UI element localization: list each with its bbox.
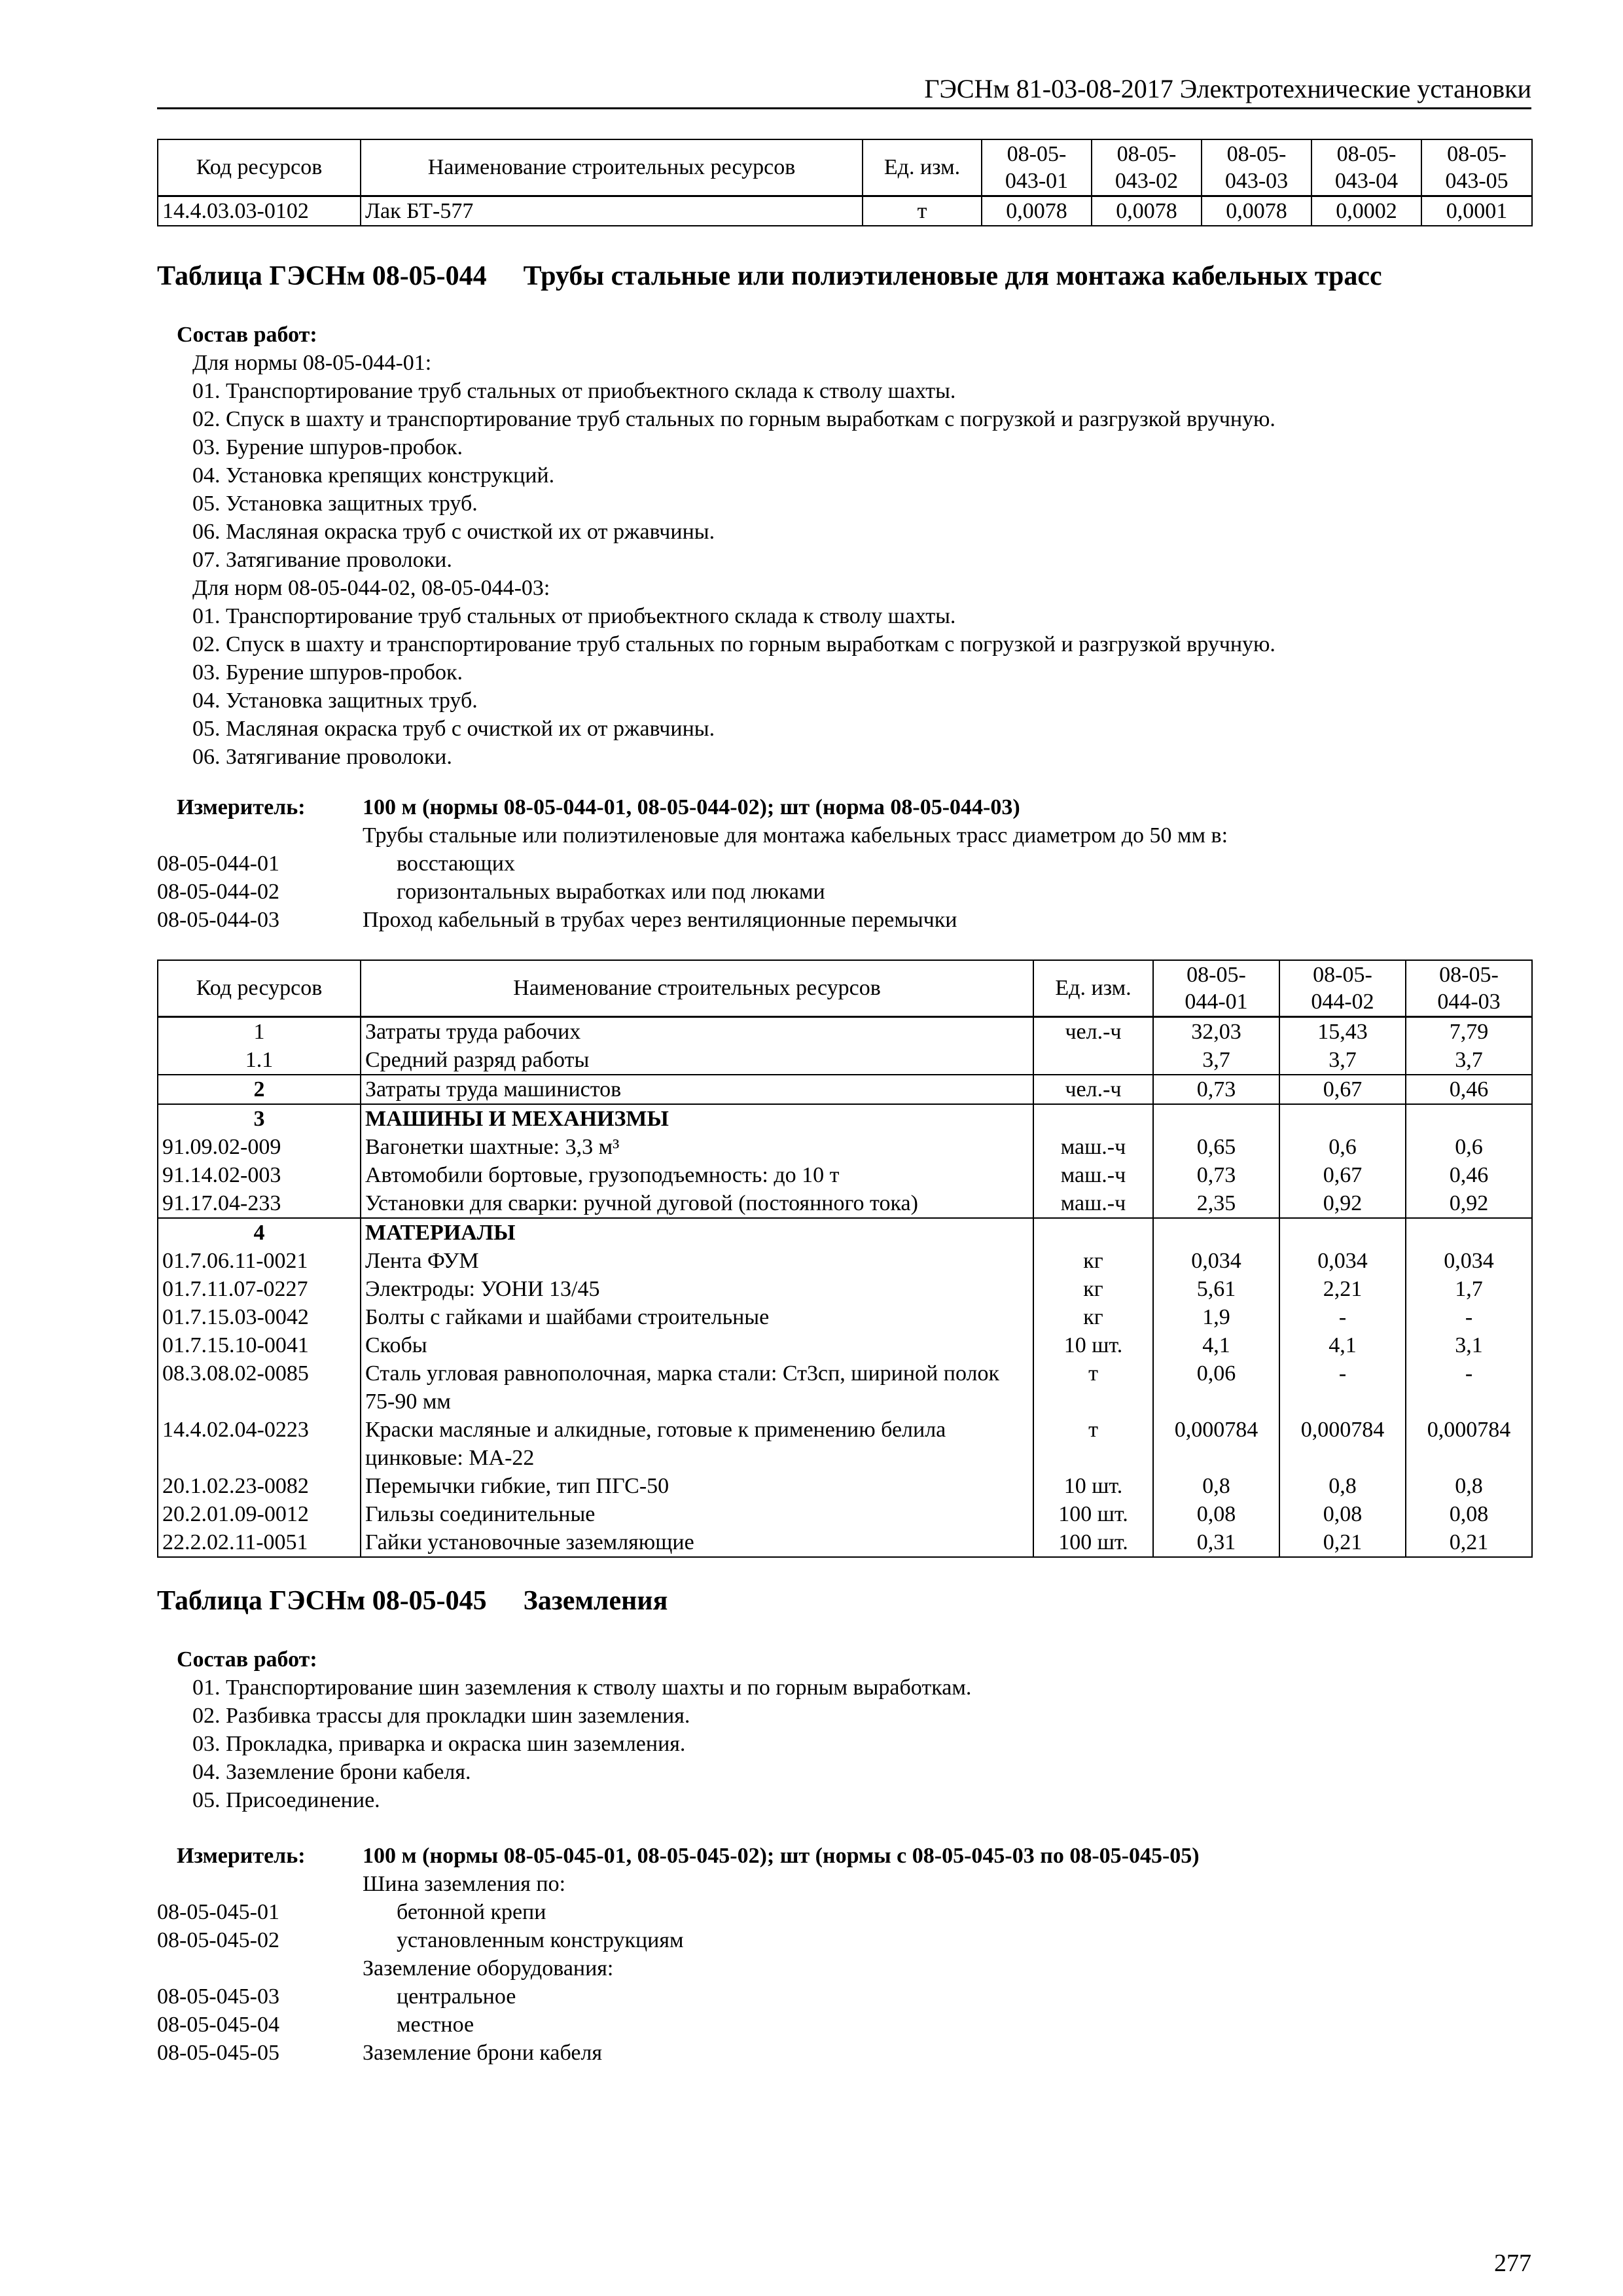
norm-code: 08-05-044-01 [157, 852, 279, 876]
table-row [158, 1359, 1532, 1416]
norm-code: 08-05-045-02 [157, 1928, 279, 1952]
norm-row [157, 906, 1531, 934]
cell-code: 20.1.02.23-0082 [158, 1472, 361, 1500]
norm-row [157, 878, 1531, 906]
work-line: 06. Масляная окраска труб с очисткой их от ржавчины. [192, 520, 715, 544]
norm-code: 08-05-045-05 [157, 2041, 279, 2065]
cell-code: 14.4.03.03-0102 [158, 196, 361, 226]
meter-044 [157, 793, 1531, 934]
norm-row [157, 1982, 1531, 2011]
cell-unit: т [1033, 1359, 1153, 1416]
cell-value: 0,67 [1279, 1075, 1406, 1104]
norm-text: установленным конструкциям [397, 1928, 684, 1952]
cell-value: 0,21 [1279, 1528, 1406, 1557]
cell-code: 20.2.01.09-0012 [158, 1500, 361, 1528]
cell-value: 4,1 [1153, 1331, 1279, 1359]
cell-unit: чел.-ч [1033, 1075, 1153, 1104]
work-line: 01. Транспортирование шин заземления к стволу шахты и по горным выработкам. [192, 1676, 972, 1700]
cell-unit: маш.-ч [1033, 1161, 1153, 1189]
cell-value: 0,8 [1279, 1472, 1406, 1500]
table-row [158, 1247, 1532, 1275]
work-line: 01. Транспортирование труб стальных от приобъектного склада к стволу шахты. [192, 604, 956, 628]
norm-text: горизонтальных выработках или под люками [397, 880, 825, 904]
cell-name: Болты с гайками и шайбами строительные [361, 1303, 1033, 1331]
cell-unit: кг [1033, 1303, 1153, 1331]
table-name: Трубы стальные или полиэтиленовые для монтажа кабельных трасс [523, 261, 1382, 291]
cell-code: 91.14.02-003 [158, 1161, 361, 1189]
cell-code: 1.1 [158, 1046, 361, 1075]
table-row [158, 1189, 1532, 1218]
cell-value: 3,7 [1406, 1046, 1532, 1075]
cell-name: Лента ФУМ [361, 1247, 1033, 1275]
cell-code: 2 [158, 1075, 361, 1104]
work-line: 07. Затягивание проволоки. [192, 548, 452, 572]
section-title-045 [157, 1584, 668, 1618]
cell-unit: 100 шт. [1033, 1528, 1153, 1557]
meter-value: 100 м (нормы 08-05-045-01, 08-05-045-02); шт (нормы с 08-05-045-03 по 08-05-045-05) [363, 1844, 1200, 1868]
cell-value: 0,73 [1153, 1161, 1279, 1189]
norm-code: 08-05-044-03 [157, 908, 279, 932]
cell-name: Средний разряд работы [361, 1046, 1033, 1075]
running-header: ГЭСНм 81-03-08-2017 Электротехнические установки [924, 74, 1531, 103]
cell-code: 1 [158, 1016, 361, 1046]
cell-name: Перемычки гибкие, тип ПГС-50 [361, 1472, 1033, 1500]
cell-value: 0,92 [1406, 1189, 1532, 1218]
cell-value: 0,6 [1279, 1133, 1406, 1161]
cell-name: Гильзы соединительные [361, 1500, 1033, 1528]
table-row [158, 1331, 1532, 1359]
norm-row [157, 1926, 1531, 1954]
table-08-05-044 [157, 960, 1533, 1558]
cell-value: 3,7 [1153, 1046, 1279, 1075]
table-label: Таблица ГЭСНм 08-05-044 [157, 261, 487, 291]
cell-code: 14.4.02.04-0223 [158, 1416, 361, 1472]
cell-value [1406, 1218, 1532, 1247]
norm-row [157, 1898, 1531, 1926]
norm-text: восстающих [397, 852, 515, 876]
group-heading: Заземление оборудования: [363, 1956, 614, 1981]
work-line: 03. Прокладка, приварка и окраска шин заземления. [192, 1732, 686, 1756]
norm-text: Проход кабельный в трубах через вентиляционные перемычки [363, 908, 957, 932]
cell-value: - [1406, 1359, 1532, 1416]
cell-value: 0,21 [1406, 1528, 1532, 1557]
cell-value: 3,7 [1279, 1046, 1406, 1075]
cell-value: 0,46 [1406, 1075, 1532, 1104]
cell-value: 0,0078 [982, 196, 1092, 226]
cell-value: 3,1 [1406, 1331, 1532, 1359]
cell-unit: т [1033, 1416, 1153, 1472]
table-row [158, 1416, 1532, 1472]
cell-code: 91.17.04-233 [158, 1189, 361, 1218]
cell-name: МАТЕРИАЛЫ [361, 1218, 1033, 1247]
cell-unit [1033, 1104, 1153, 1133]
table-row [158, 1104, 1532, 1133]
cell-value: 0,06 [1153, 1359, 1279, 1416]
cell-value: 2,35 [1153, 1189, 1279, 1218]
header-rule [157, 107, 1531, 109]
cell-name: Затраты труда рабочих [361, 1016, 1033, 1046]
meter-label: Измеритель: [177, 1844, 306, 1868]
col-header-code: Код ресурсов [158, 960, 361, 1016]
norm-row [157, 850, 1531, 878]
cell-code: 22.2.02.11-0051 [158, 1528, 361, 1557]
section-title-044 [157, 259, 1382, 293]
col-header-code: Код ресурсов [158, 139, 361, 196]
work-heading: Состав работ: [177, 1647, 317, 1672]
cell-value: 0,08 [1279, 1500, 1406, 1528]
norm-text: бетонной крепи [397, 1900, 546, 1924]
work-line: 01. Транспортирование труб стальных от приобъектного склада к стволу шахты. [192, 379, 956, 403]
meter-label: Измеритель: [177, 795, 306, 819]
table-row [158, 1303, 1532, 1331]
cell-value: 0,73 [1153, 1075, 1279, 1104]
cell-name: Вагонетки шахтные: 3,3 м³ [361, 1133, 1033, 1161]
work-line: 04. Заземление брони кабеля. [192, 1760, 471, 1784]
col-header-norm: 08-05- 044-01 [1153, 960, 1279, 1016]
norm-code: 08-05-044-02 [157, 880, 279, 904]
norm-code: 08-05-045-01 [157, 1900, 279, 1924]
cell-unit: кг [1033, 1275, 1153, 1303]
work-line: 02. Разбивка трассы для прокладки шин заземления. [192, 1704, 690, 1728]
meter-intro-row [157, 821, 1531, 850]
cell-unit [1033, 1218, 1153, 1247]
col-header-norm: 08-05- 043-02 [1092, 139, 1202, 196]
page-number: 277 [1494, 2250, 1531, 2277]
col-header-norm: 08-05- 043-03 [1202, 139, 1311, 196]
cell-value: 0,0001 [1421, 196, 1532, 226]
meter-045 [157, 1842, 1531, 2067]
cell-code: 3 [158, 1104, 361, 1133]
cell-unit: 100 шт. [1033, 1500, 1153, 1528]
cell-value: - [1406, 1303, 1532, 1331]
table-08-05-043-continuation [157, 139, 1533, 226]
col-header-norm: 08-05- 044-03 [1406, 960, 1532, 1016]
cell-value: 0,000784 [1153, 1416, 1279, 1472]
cell-value: 0,034 [1153, 1247, 1279, 1275]
cell-name: Гайки установочные заземляющие [361, 1528, 1033, 1557]
cell-name: МАШИНЫ И МЕХАНИЗМЫ [361, 1104, 1033, 1133]
cell-value: 0,034 [1279, 1247, 1406, 1275]
col-header-norm: 08-05- 043-01 [982, 139, 1092, 196]
table-row [158, 1500, 1532, 1528]
norm-code: 08-05-045-04 [157, 2013, 279, 2037]
group-heading-row [157, 1870, 1531, 1898]
table-row [158, 1075, 1532, 1104]
table-label: Таблица ГЭСНм 08-05-045 [157, 1586, 487, 1616]
cell-value: 0,0002 [1311, 196, 1421, 226]
cell-unit: т [863, 196, 982, 226]
cell-name: Лак БТ-577 [361, 196, 863, 226]
cell-name: Затраты труда машинистов [361, 1075, 1033, 1104]
cell-unit: чел.-ч [1033, 1016, 1153, 1046]
cell-value: 5,61 [1153, 1275, 1279, 1303]
cell-unit: маш.-ч [1033, 1133, 1153, 1161]
work-line: 05. Масляная окраска труб с очисткой их от ржавчины. [192, 717, 715, 741]
work-line: 04. Установка защитных труб. [192, 689, 478, 713]
work-line: Для нормы 08-05-044-01: [192, 351, 432, 375]
norm-row [157, 2039, 1531, 2067]
cell-value: 0,46 [1406, 1161, 1532, 1189]
work-line: 06. Затягивание проволоки. [192, 745, 452, 769]
table-row [158, 1016, 1532, 1046]
cell-value: 0,67 [1279, 1161, 1406, 1189]
cell-unit: кг [1033, 1247, 1153, 1275]
cell-name: Скобы [361, 1331, 1033, 1359]
cell-code: 01.7.15.03-0042 [158, 1303, 361, 1331]
cell-value: 0,0078 [1202, 196, 1311, 226]
table-header-row [158, 139, 1532, 196]
group-heading: Шина заземления по: [363, 1872, 566, 1896]
cell-value: 0,08 [1153, 1500, 1279, 1528]
cell-value: 0,31 [1153, 1528, 1279, 1557]
norm-code: 08-05-045-03 [157, 1984, 279, 2009]
cell-code: 08.3.08.02-0085 [158, 1359, 361, 1416]
cell-unit: 10 шт. [1033, 1331, 1153, 1359]
cell-code: 01.7.11.07-0227 [158, 1275, 361, 1303]
cell-value [1406, 1104, 1532, 1133]
cell-value [1279, 1104, 1406, 1133]
cell-code: 4 [158, 1218, 361, 1247]
cell-name: Сталь угловая равнополочная, марка стали: Ст3сп, шириной полок 75-90 мм [361, 1359, 1033, 1416]
table-row [158, 1218, 1532, 1247]
norm-text: Заземление брони кабеля [363, 2041, 603, 2065]
cell-name: Электроды: УОНИ 13/45 [361, 1275, 1033, 1303]
work-composition-044 [177, 321, 1275, 771]
table-header-row [158, 960, 1532, 1016]
work-composition-045 [177, 1645, 971, 1814]
cell-value: 0,65 [1153, 1133, 1279, 1161]
meter-row [157, 793, 1531, 821]
work-line: 05. Присоединение. [192, 1788, 380, 1812]
norm-text: центральное [397, 1984, 516, 2009]
cell-value: 4,1 [1279, 1331, 1406, 1359]
meter-row [157, 1842, 1531, 1870]
table-row [158, 1528, 1532, 1557]
cell-code: 01.7.15.10-0041 [158, 1331, 361, 1359]
cell-value [1153, 1218, 1279, 1247]
cell-value: 0,000784 [1406, 1416, 1532, 1472]
cell-name: Краски масляные и алкидные, готовые к применению белила цинковые: МА-22 [361, 1416, 1033, 1472]
work-line: 03. Бурение шпуров-пробок. [192, 660, 463, 685]
cell-value: 0,034 [1406, 1247, 1532, 1275]
cell-unit [1033, 1046, 1153, 1075]
cell-value: 7,79 [1406, 1016, 1532, 1046]
cell-value: 0,6 [1406, 1133, 1532, 1161]
table-row [158, 1161, 1532, 1189]
col-header-norm: 08-05- 043-04 [1311, 139, 1421, 196]
table-row [158, 196, 1532, 226]
work-line: 04. Установка крепящих конструкций. [192, 463, 555, 488]
cell-code: 91.09.02-009 [158, 1133, 361, 1161]
cell-value: 15,43 [1279, 1016, 1406, 1046]
cell-name: Автомобили бортовые, грузоподъемность: до 10 т [361, 1161, 1033, 1189]
cell-value [1153, 1104, 1279, 1133]
table-row [158, 1133, 1532, 1161]
cell-code: 01.7.06.11-0021 [158, 1247, 361, 1275]
cell-name: Установки для сварки: ручной дуговой (постоянного тока) [361, 1189, 1033, 1218]
cell-value: 2,21 [1279, 1275, 1406, 1303]
cell-value: 0,92 [1279, 1189, 1406, 1218]
table-row [158, 1275, 1532, 1303]
work-heading: Состав работ: [177, 323, 317, 347]
norm-text: местное [397, 2013, 474, 2037]
cell-value: 0,0078 [1092, 196, 1202, 226]
col-header-name: Наименование строительных ресурсов [361, 139, 863, 196]
work-line: 02. Спуск в шахту и транспортирование труб стальных по горным выработкам с погрузкой и разгрузкой вручную. [192, 632, 1275, 656]
col-header-norm: 08-05- 043-05 [1421, 139, 1532, 196]
col-header-name: Наименование строительных ресурсов [361, 960, 1033, 1016]
cell-value: 0,08 [1406, 1500, 1532, 1528]
group-heading-row [157, 1954, 1531, 1982]
norm-row [157, 2011, 1531, 2039]
meter-intro: Трубы стальные или полиэтиленовые для монтажа кабельных трасс диаметром до 50 мм в: [363, 823, 1228, 848]
table-row [158, 1046, 1532, 1075]
cell-unit: маш.-ч [1033, 1189, 1153, 1218]
table-row [158, 1472, 1532, 1500]
col-header-unit: Ед. изм. [863, 139, 982, 196]
cell-value: - [1279, 1303, 1406, 1331]
cell-value: 0,8 [1406, 1472, 1532, 1500]
col-header-unit: Ед. изм. [1033, 960, 1153, 1016]
work-line: 05. Установка защитных труб. [192, 492, 478, 516]
cell-value: - [1279, 1359, 1406, 1416]
cell-value: 0,000784 [1279, 1416, 1406, 1472]
work-line: 02. Спуск в шахту и транспортирование труб стальных по горным выработкам с погрузкой и разгрузкой вручную. [192, 407, 1275, 431]
cell-unit: 10 шт. [1033, 1472, 1153, 1500]
cell-value: 32,03 [1153, 1016, 1279, 1046]
cell-value [1279, 1218, 1406, 1247]
work-line: 03. Бурение шпуров-пробок. [192, 435, 463, 459]
cell-value: 1,7 [1406, 1275, 1532, 1303]
work-line: Для норм 08-05-044-02, 08-05-044-03: [192, 576, 550, 600]
cell-value: 0,8 [1153, 1472, 1279, 1500]
table-name: Заземления [523, 1586, 668, 1616]
meter-value: 100 м (нормы 08-05-044-01, 08-05-044-02); шт (норма 08-05-044-03) [363, 795, 1020, 819]
cell-value: 1,9 [1153, 1303, 1279, 1331]
col-header-norm: 08-05- 044-02 [1279, 960, 1406, 1016]
